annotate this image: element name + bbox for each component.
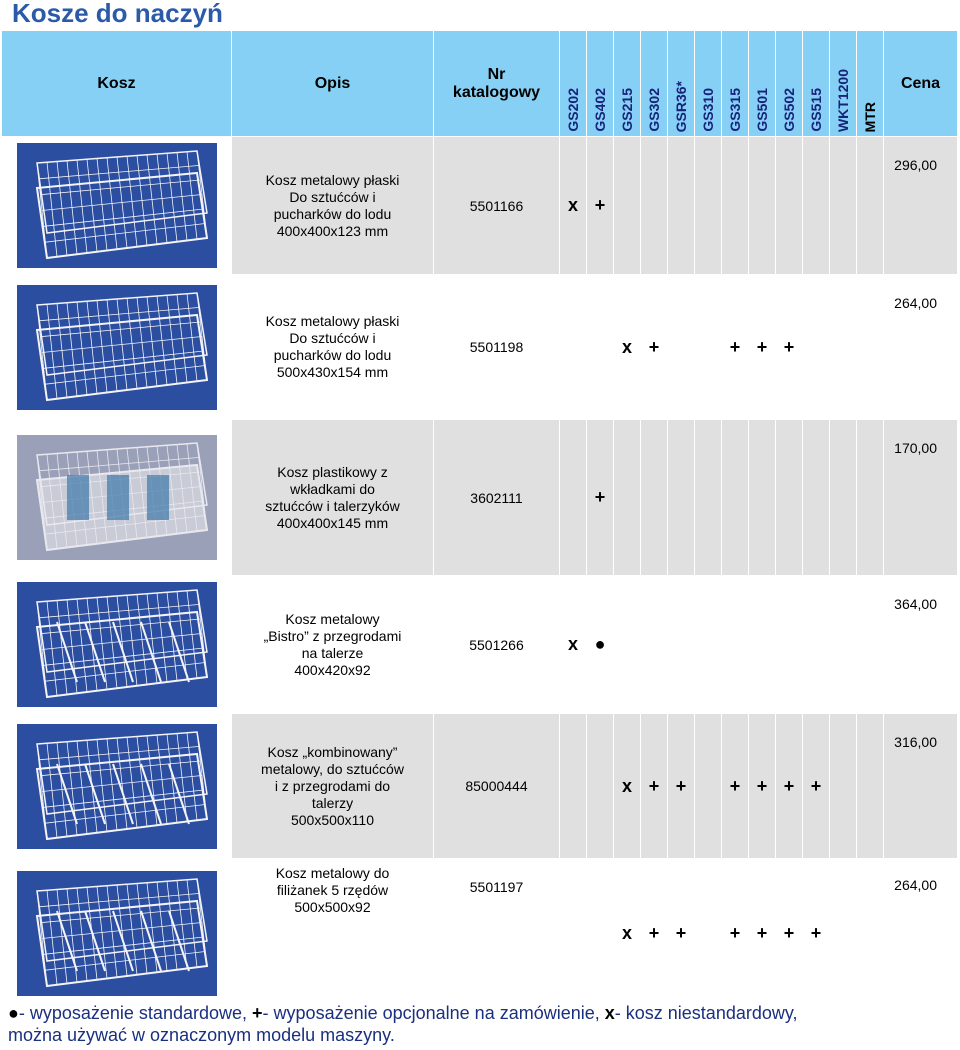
wire-basket-flat-icon <box>17 285 217 410</box>
table-header-row <box>2 31 958 137</box>
model-compatibility-mark <box>668 275 695 420</box>
description-line: 400x400x145 mm <box>276 514 389 531</box>
legend-x: x <box>604 1003 615 1023</box>
model-compatibility-mark <box>587 859 614 1008</box>
description-line: pucharków do lodu <box>273 205 392 222</box>
model-compatibility-mark <box>695 275 722 420</box>
description-line: na talerze <box>301 644 364 661</box>
wire-basket-flat-icon <box>17 143 217 268</box>
model-compatibility-mark: + <box>803 859 830 1008</box>
model-compatibility-mark: ● <box>587 576 614 714</box>
header-kosz: Kosz <box>2 31 232 137</box>
model-compatibility-mark <box>749 137 776 275</box>
price: 264,00 <box>884 859 958 1008</box>
description-line: wkładkami do <box>290 480 375 497</box>
price: 264,00 <box>884 275 958 420</box>
header-model <box>722 31 749 137</box>
table-body <box>2 137 958 1008</box>
model-compatibility-mark: + <box>641 714 668 859</box>
model-compatibility-mark: x <box>614 275 641 420</box>
model-compatibility-mark <box>857 275 884 420</box>
model-compatibility-mark <box>776 576 803 714</box>
header-model <box>614 31 641 137</box>
description-line: „Bistro” z przegrodami <box>263 627 402 644</box>
basket-image <box>2 576 232 714</box>
price: 296,00 <box>884 137 958 275</box>
description-line: 400x420x92 <box>294 661 371 678</box>
basket-description <box>232 859 434 1008</box>
page-title: Kosze do naczyń <box>12 0 223 28</box>
model-compatibility-mark <box>803 576 830 714</box>
header-cena: Cena <box>884 31 958 137</box>
model-compatibility-mark <box>695 420 722 576</box>
model-compatibility-mark <box>803 275 830 420</box>
description-line: Do sztućców i <box>289 330 376 346</box>
model-compatibility-mark: + <box>803 714 830 859</box>
baskets-table <box>1 30 958 1008</box>
model-compatibility-mark <box>830 714 857 859</box>
description-line: Kosz „kombinowany” <box>267 743 398 760</box>
cup-rack-icon <box>17 871 217 996</box>
model-label: GS502 <box>781 88 797 132</box>
model-compatibility-mark: + <box>749 275 776 420</box>
model-compatibility-mark: + <box>776 714 803 859</box>
model-compatibility-mark <box>587 275 614 420</box>
model-compatibility-mark <box>830 420 857 576</box>
model-compatibility-mark <box>560 275 587 420</box>
catalog-number: 5501197 <box>434 859 560 1008</box>
model-compatibility-mark: + <box>776 859 803 1008</box>
catalog-number: 85000444 <box>434 714 560 859</box>
model-compatibility-mark <box>722 420 749 576</box>
table-row <box>2 137 958 275</box>
header-model <box>830 31 857 137</box>
table-row <box>2 714 958 859</box>
model-label: GSR36* <box>673 80 689 132</box>
catalog-number: 5501166 <box>434 137 560 275</box>
model-compatibility-mark <box>803 137 830 275</box>
model-compatibility-mark <box>776 420 803 576</box>
model-compatibility-mark <box>803 420 830 576</box>
model-compatibility-mark <box>830 859 857 1008</box>
model-label: GS515 <box>808 88 824 132</box>
table-row <box>2 859 958 1008</box>
header-model <box>695 31 722 137</box>
header-model <box>641 31 668 137</box>
model-compatibility-mark <box>614 137 641 275</box>
description-line: 500x500x92 <box>294 899 371 915</box>
model-compatibility-mark <box>587 714 614 859</box>
model-compatibility-mark <box>857 714 884 859</box>
basket-description <box>232 576 434 714</box>
catalog-number: 5501198 <box>434 275 560 420</box>
model-compatibility-mark <box>641 576 668 714</box>
description-line: 400x400x123 mm <box>276 222 389 239</box>
model-compatibility-mark: x <box>560 137 587 275</box>
basket-image <box>2 420 232 576</box>
price: 316,00 <box>884 714 958 859</box>
model-compatibility-mark <box>830 576 857 714</box>
model-label: GS215 <box>619 88 635 132</box>
legend-dot-text: - wyposażenie standardowe, <box>18 1003 248 1023</box>
plastic-basket-icon <box>17 435 217 560</box>
basket-image <box>2 859 232 1008</box>
header-nr <box>434 31 560 137</box>
table-row <box>2 420 958 576</box>
header-opis: Opis <box>232 31 434 137</box>
description-line: Kosz metalowy płaski <box>265 171 400 188</box>
model-compatibility-mark <box>857 137 884 275</box>
combined-basket-icon <box>17 724 217 849</box>
model-compatibility-mark <box>722 137 749 275</box>
model-compatibility-mark: + <box>641 275 668 420</box>
model-compatibility-mark: + <box>641 859 668 1008</box>
model-label: GS501 <box>754 88 770 132</box>
model-compatibility-mark <box>641 137 668 275</box>
model-compatibility-mark <box>614 576 641 714</box>
header-nr-line2: katalogowy <box>452 83 541 101</box>
catalog-number: 3602111 <box>434 420 560 576</box>
model-label: GS402 <box>592 88 608 132</box>
model-compatibility-mark: + <box>776 275 803 420</box>
model-compatibility-mark: + <box>668 859 695 1008</box>
basket-description <box>232 137 434 275</box>
basket-image <box>2 275 232 420</box>
description-line: 500x430x154 mm <box>276 364 389 380</box>
model-compatibility-mark: + <box>749 859 776 1008</box>
description-line: Do sztućców i <box>289 188 376 205</box>
model-compatibility-mark: x <box>614 714 641 859</box>
model-compatibility-mark: x <box>560 576 587 714</box>
model-compatibility-mark: + <box>722 859 749 1008</box>
header-model <box>749 31 776 137</box>
model-compatibility-mark <box>668 137 695 275</box>
catalog-number: 5501266 <box>434 576 560 714</box>
description-line: talerzy <box>311 794 354 811</box>
model-compatibility-mark <box>857 420 884 576</box>
model-compatibility-mark <box>560 859 587 1008</box>
description-line: pucharków do lodu <box>273 347 392 363</box>
model-label: WKT1200 <box>835 68 851 132</box>
header-model <box>776 31 803 137</box>
model-compatibility-mark: + <box>587 420 614 576</box>
model-compatibility-mark: + <box>749 714 776 859</box>
description-line: metalowy, do sztućców <box>261 760 404 777</box>
description-line: filiżanek 5 rzędów <box>276 882 389 898</box>
model-label: GS310 <box>700 88 716 132</box>
basket-image <box>2 714 232 859</box>
header-nr-line1: Nr <box>487 65 506 83</box>
model-label: GS202 <box>565 88 581 132</box>
model-compatibility-mark <box>776 137 803 275</box>
model-compatibility-mark <box>749 576 776 714</box>
legend-x-text: - kosz niestandardowy, <box>614 1003 798 1023</box>
model-compatibility-mark <box>560 420 587 576</box>
legend-plus-text: - wyposażenie opcjonalne na zamówienie, <box>262 1003 600 1023</box>
model-compatibility-mark: + <box>722 275 749 420</box>
model-label: GS302 <box>646 88 662 132</box>
table-row <box>2 576 958 714</box>
model-label: MTR <box>862 101 878 132</box>
model-compatibility-mark <box>857 859 884 1008</box>
header-model <box>803 31 830 137</box>
model-compatibility-mark <box>560 714 587 859</box>
model-compatibility-mark <box>695 576 722 714</box>
basket-description <box>232 420 434 576</box>
model-compatibility-mark <box>695 859 722 1008</box>
description-line: Kosz metalowy do <box>275 865 390 881</box>
model-compatibility-mark: + <box>587 137 614 275</box>
price: 364,00 <box>884 576 958 714</box>
description-line: i z przegrodami do <box>274 777 391 794</box>
legend-line2: można używać w oznaczonym modelu maszyny. <box>8 1025 395 1045</box>
header-model <box>857 31 884 137</box>
legend-plus: + <box>252 1003 263 1023</box>
model-compatibility-mark <box>695 137 722 275</box>
header-model <box>560 31 587 137</box>
description-line: Kosz metalowy <box>285 610 380 627</box>
basket-description <box>232 714 434 859</box>
model-compatibility-mark <box>668 576 695 714</box>
description-line: Kosz metalowy płaski <box>265 313 400 329</box>
model-compatibility-mark <box>695 714 722 859</box>
header-model <box>587 31 614 137</box>
header-model <box>668 31 695 137</box>
basket-image <box>2 137 232 275</box>
model-compatibility-mark <box>830 275 857 420</box>
model-compatibility-mark: + <box>668 714 695 859</box>
price: 170,00 <box>884 420 958 576</box>
plate-rack-icon <box>17 582 217 707</box>
model-compatibility-mark <box>722 576 749 714</box>
description-line: Kosz plastikowy z <box>277 463 388 480</box>
description-line: sztućców i talerzyków <box>265 497 400 514</box>
model-compatibility-mark: x <box>614 859 641 1008</box>
description-line: 500x500x110 <box>290 811 375 828</box>
model-compatibility-mark: + <box>722 714 749 859</box>
basket-description <box>232 275 434 420</box>
table-row <box>2 275 958 420</box>
model-compatibility-mark <box>749 420 776 576</box>
model-compatibility-mark <box>641 420 668 576</box>
model-compatibility-mark <box>668 420 695 576</box>
model-compatibility-mark <box>614 420 641 576</box>
model-compatibility-mark <box>857 576 884 714</box>
model-compatibility-mark <box>830 137 857 275</box>
model-label: GS315 <box>727 88 743 132</box>
legend-dot: ● <box>8 1003 19 1023</box>
legend <box>8 1002 958 1046</box>
